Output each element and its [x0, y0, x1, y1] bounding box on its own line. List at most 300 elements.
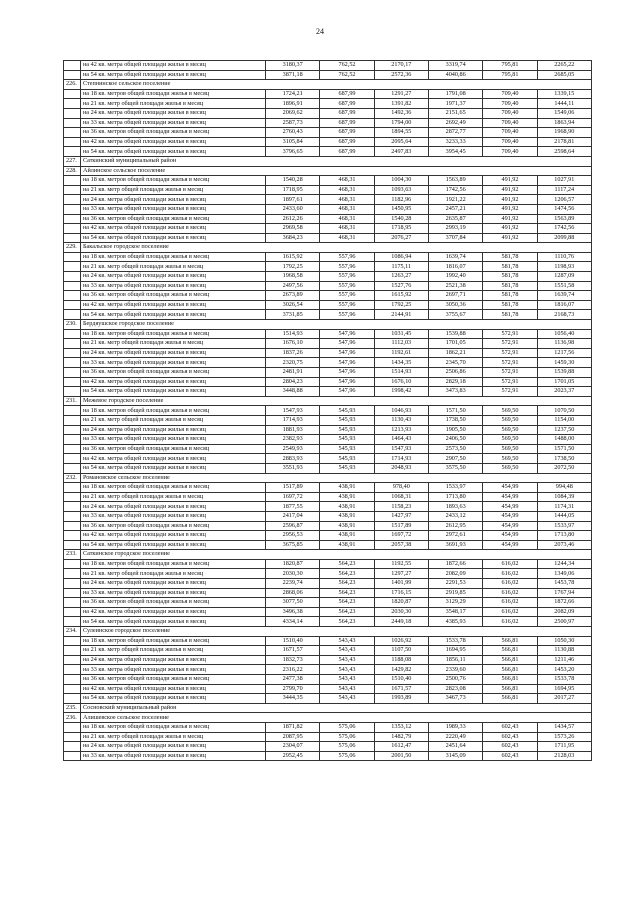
table-row — [64, 540, 592, 550]
value-cell-4: 3548,17 — [428, 607, 482, 617]
value-cell-4: 3473,83 — [428, 387, 482, 397]
value-cell-3: 1540,28 — [374, 214, 428, 224]
table-row — [64, 137, 592, 147]
value-cell-5: 454,99 — [483, 502, 537, 512]
value-cell-6: 1287,09 — [537, 272, 591, 282]
row-number-cell — [64, 147, 81, 157]
row-description: на 33 кв. метра общей площади жилья в месяц — [81, 665, 266, 675]
value-cell-3: 1434,35 — [374, 358, 428, 368]
value-cell-1: 1837,26 — [266, 348, 320, 358]
row-description: на 36 кв. метров общей площади жилья в месяц — [81, 675, 266, 685]
row-description: на 24 кв. метра общей площади жилья в месяц — [81, 742, 266, 752]
value-cell-5: 709,40 — [483, 147, 537, 157]
row-description: на 36 кв. метров общей площади жилья в месяц — [81, 214, 266, 224]
value-cell-1: 1615,92 — [266, 252, 320, 262]
row-number-cell — [64, 281, 81, 291]
row-description: на 24 кв. метра общей площади жилья в месяц — [81, 655, 266, 665]
section-title: Саткинское городское поселение — [81, 550, 592, 560]
value-cell-1: 1968,58 — [266, 272, 320, 282]
value-cell-5: 581,78 — [483, 291, 537, 301]
value-cell-6: 1339,15 — [537, 89, 591, 99]
value-cell-3: 1676,10 — [374, 377, 428, 387]
value-cell-1: 2549,93 — [266, 444, 320, 454]
value-cell-5: 566,81 — [483, 694, 537, 704]
row-number-cell — [64, 675, 81, 685]
value-cell-6: 1206,57 — [537, 195, 591, 205]
row-number-cell — [64, 435, 81, 445]
table-row — [64, 444, 592, 454]
value-cell-1: 2030,30 — [266, 569, 320, 579]
row-description: на 33 кв. метра общей площади жилья в месяц — [81, 588, 266, 598]
value-cell-6: 1154,00 — [537, 415, 591, 425]
value-cell-5: 569,50 — [483, 406, 537, 416]
value-cell-4: 1921,22 — [428, 195, 482, 205]
section-number: 227. — [64, 156, 81, 166]
value-cell-2: 557,96 — [320, 300, 374, 310]
row-number-cell — [64, 607, 81, 617]
value-cell-5: 454,99 — [483, 483, 537, 493]
value-cell-3: 1026,92 — [374, 636, 428, 646]
value-cell-1: 2497,56 — [266, 281, 320, 291]
value-cell-3: 1482,79 — [374, 732, 428, 742]
value-cell-1: 2956,53 — [266, 531, 320, 541]
row-number-cell — [64, 61, 81, 71]
value-cell-5: 616,02 — [483, 588, 537, 598]
value-cell-4: 1742,56 — [428, 185, 482, 195]
table-row — [64, 185, 592, 195]
row-number-cell — [64, 722, 81, 732]
value-cell-4: 2291,53 — [428, 579, 482, 589]
value-cell-6: 1694,95 — [537, 684, 591, 694]
value-cell-5: 569,50 — [483, 435, 537, 445]
value-cell-1: 2612,26 — [266, 214, 320, 224]
value-cell-1: 1517,89 — [266, 483, 320, 493]
row-description: на 24 кв. метра общей площади жилья в месяц — [81, 108, 266, 118]
value-cell-2: 438,91 — [320, 502, 374, 512]
table-row — [64, 732, 592, 742]
section-title: Саткинский муниципальный район — [81, 156, 592, 166]
value-cell-5: 602,43 — [483, 732, 537, 742]
value-cell-2: 687,99 — [320, 137, 374, 147]
value-cell-4: 3575,50 — [428, 463, 482, 473]
value-cell-2: 438,91 — [320, 511, 374, 521]
value-cell-4: 2500,76 — [428, 675, 482, 685]
value-cell-4: 3129,29 — [428, 598, 482, 608]
value-cell-2: 468,31 — [320, 214, 374, 224]
section-title: Алишевское сельское поселение — [81, 713, 592, 723]
value-cell-5: 616,02 — [483, 559, 537, 569]
value-cell-4: 1533,78 — [428, 636, 482, 646]
value-cell-6: 1084,39 — [537, 492, 591, 502]
value-cell-4: 1816,07 — [428, 262, 482, 272]
value-cell-5: 566,81 — [483, 655, 537, 665]
value-cell-2: 557,96 — [320, 252, 374, 262]
value-cell-1: 1540,28 — [266, 176, 320, 186]
value-cell-3: 1291,27 — [374, 89, 428, 99]
value-cell-4: 2823,08 — [428, 684, 482, 694]
value-cell-4: 1563,89 — [428, 176, 482, 186]
value-cell-2: 468,31 — [320, 224, 374, 234]
row-description: на 21 кв. метр общей площади жилья в месяц — [81, 732, 266, 742]
value-cell-4: 3755,67 — [428, 310, 482, 320]
value-cell-4: 3954,45 — [428, 147, 482, 157]
row-number-cell — [64, 684, 81, 694]
row-number-cell — [64, 742, 81, 752]
row-number-cell — [64, 636, 81, 646]
row-number-cell — [64, 70, 81, 80]
value-cell-4: 4040,86 — [428, 70, 482, 80]
row-description: на 42 кв. метра общей площади жилья в месяц — [81, 607, 266, 617]
row-number-cell — [64, 118, 81, 128]
value-cell-5: 795,81 — [483, 70, 537, 80]
row-description: на 21 кв. метр общей площади жилья в месяц — [81, 339, 266, 349]
row-description: на 18 кв. метров общей площади жилья в месяц — [81, 329, 266, 339]
value-cell-1: 1832,73 — [266, 655, 320, 665]
value-cell-5: 581,78 — [483, 281, 537, 291]
row-number-cell — [64, 559, 81, 569]
row-number-cell — [64, 521, 81, 531]
value-cell-2: 557,96 — [320, 291, 374, 301]
section-title: Межевое городское поселение — [81, 396, 592, 406]
value-cell-1: 2433,60 — [266, 204, 320, 214]
row-number-cell — [64, 617, 81, 627]
value-cell-1: 2477,38 — [266, 675, 320, 685]
value-cell-2: 547,96 — [320, 339, 374, 349]
table-row — [64, 70, 592, 80]
table-row — [64, 195, 592, 205]
value-cell-4: 1713,80 — [428, 492, 482, 502]
section-header-row — [64, 713, 592, 723]
value-cell-3: 1716,15 — [374, 588, 428, 598]
value-cell-6: 994,48 — [537, 483, 591, 493]
value-cell-3: 2076,27 — [374, 233, 428, 243]
value-cell-5: 581,78 — [483, 300, 537, 310]
value-cell-4: 2151,65 — [428, 108, 482, 118]
value-cell-3: 1427,97 — [374, 511, 428, 521]
row-number-cell — [64, 252, 81, 262]
value-cell-3: 2030,30 — [374, 607, 428, 617]
value-cell-1: 3796,65 — [266, 147, 320, 157]
row-description: на 24 кв. метра общей площади жилья в месяц — [81, 195, 266, 205]
table-row — [64, 224, 592, 234]
value-cell-6: 1872,66 — [537, 598, 591, 608]
value-cell-5: 709,40 — [483, 137, 537, 147]
row-description: на 18 кв. метров общей площади жилья в месяц — [81, 559, 266, 569]
row-number-cell — [64, 588, 81, 598]
value-cell-6: 1713,80 — [537, 531, 591, 541]
section-number: 232. — [64, 473, 81, 483]
value-cell-1: 2239,74 — [266, 579, 320, 589]
value-cell-3: 1429,82 — [374, 665, 428, 675]
section-number: 236. — [64, 713, 81, 723]
value-cell-5: 572,91 — [483, 387, 537, 397]
value-cell-5: 569,50 — [483, 454, 537, 464]
value-cell-5: 572,91 — [483, 377, 537, 387]
value-cell-3: 1792,25 — [374, 300, 428, 310]
value-cell-1: 1718,95 — [266, 185, 320, 195]
row-number-cell — [64, 368, 81, 378]
value-cell-1: 2320,75 — [266, 358, 320, 368]
value-cell-6: 1110,76 — [537, 252, 591, 262]
value-cell-4: 3467,73 — [428, 694, 482, 704]
value-cell-3: 2497,83 — [374, 147, 428, 157]
value-cell-5: 491,92 — [483, 176, 537, 186]
value-cell-1: 1714,93 — [266, 415, 320, 425]
table-row — [64, 511, 592, 521]
value-cell-5: 454,99 — [483, 521, 537, 531]
value-cell-4: 1992,40 — [428, 272, 482, 282]
value-cell-5: 616,02 — [483, 579, 537, 589]
section-header-row — [64, 627, 592, 637]
value-cell-2: 762,52 — [320, 70, 374, 80]
row-number-cell — [64, 463, 81, 473]
row-number-cell — [64, 137, 81, 147]
table-row — [64, 368, 592, 378]
row-description: на 18 кв. метров общей площади жилья в месяц — [81, 89, 266, 99]
table-row — [64, 425, 592, 435]
value-cell-1: 3077,50 — [266, 598, 320, 608]
value-cell-5: 572,91 — [483, 368, 537, 378]
value-cell-5: 616,02 — [483, 607, 537, 617]
value-cell-6: 1539,88 — [537, 368, 591, 378]
value-cell-6: 2017,27 — [537, 694, 591, 704]
value-cell-3: 1353,12 — [374, 722, 428, 732]
table-row — [64, 675, 592, 685]
row-description: на 42 кв. метра общей площади жилья в месяц — [81, 454, 266, 464]
row-number-cell — [64, 99, 81, 109]
value-cell-2: 468,31 — [320, 204, 374, 214]
value-cell-2: 564,23 — [320, 588, 374, 598]
value-cell-3: 2170,17 — [374, 61, 428, 71]
value-cell-3: 1517,89 — [374, 521, 428, 531]
row-description: на 18 кв. метров общей площади жилья в месяц — [81, 483, 266, 493]
value-cell-2: 547,96 — [320, 387, 374, 397]
row-number-cell — [64, 598, 81, 608]
section-title: Романовское сельское поселение — [81, 473, 592, 483]
value-cell-4: 3319,74 — [428, 61, 482, 71]
value-cell-4: 2919,85 — [428, 588, 482, 598]
value-cell-6: 1816,07 — [537, 300, 591, 310]
value-cell-4: 2433,12 — [428, 511, 482, 521]
value-cell-3: 1514,93 — [374, 368, 428, 378]
value-cell-3: 1158,23 — [374, 502, 428, 512]
row-description: на 21 кв. метр общей площади жилья в месяц — [81, 262, 266, 272]
value-cell-6: 1453,78 — [537, 579, 591, 589]
value-cell-2: 545,93 — [320, 435, 374, 445]
row-number-cell — [64, 329, 81, 339]
row-number-cell — [64, 579, 81, 589]
value-cell-5: 602,43 — [483, 742, 537, 752]
value-cell-4: 1856,11 — [428, 655, 482, 665]
value-cell-3: 1112,03 — [374, 339, 428, 349]
value-cell-6: 1174,31 — [537, 502, 591, 512]
table-row — [64, 665, 592, 675]
value-cell-2: 564,23 — [320, 617, 374, 627]
value-cell-4: 1701,05 — [428, 339, 482, 349]
value-cell-6: 2500,97 — [537, 617, 591, 627]
value-cell-2: 438,91 — [320, 531, 374, 541]
value-cell-2: 547,96 — [320, 377, 374, 387]
row-number-cell — [64, 272, 81, 282]
value-cell-6: 1453,20 — [537, 665, 591, 675]
row-description: на 42 кв. метра общей площади жилья в месяц — [81, 61, 266, 71]
row-description: на 18 кв. метров общей площади жилья в месяц — [81, 722, 266, 732]
value-cell-5: 566,81 — [483, 646, 537, 656]
value-cell-3: 2095,64 — [374, 137, 428, 147]
value-cell-3: 2572,36 — [374, 70, 428, 80]
value-cell-2: 687,99 — [320, 128, 374, 138]
value-cell-2: 543,43 — [320, 646, 374, 656]
value-cell-4: 1989,33 — [428, 722, 482, 732]
table-row — [64, 89, 592, 99]
value-cell-2: 557,96 — [320, 272, 374, 282]
row-number-cell — [64, 387, 81, 397]
value-cell-4: 2993,19 — [428, 224, 482, 234]
row-description: на 54 кв. метра общей площади жилья в месяц — [81, 387, 266, 397]
value-cell-1: 2969,58 — [266, 224, 320, 234]
value-cell-6: 2099,88 — [537, 233, 591, 243]
row-number-cell — [64, 339, 81, 349]
section-header-row — [64, 703, 592, 713]
table-row — [64, 588, 592, 598]
value-cell-6: 2072,50 — [537, 463, 591, 473]
value-cell-5: 709,40 — [483, 89, 537, 99]
row-description: на 24 кв. метра общей площади жилья в месяц — [81, 348, 266, 358]
value-cell-4: 1539,88 — [428, 329, 482, 339]
table-row — [64, 598, 592, 608]
value-cell-6: 1711,95 — [537, 742, 591, 752]
value-cell-2: 438,91 — [320, 540, 374, 550]
value-cell-2: 543,43 — [320, 694, 374, 704]
row-description: на 36 кв. метров общей площади жилья в месяц — [81, 521, 266, 531]
value-cell-1: 1877,55 — [266, 502, 320, 512]
value-cell-4: 1571,50 — [428, 406, 482, 416]
row-number-cell — [64, 454, 81, 464]
value-cell-5: 454,99 — [483, 531, 537, 541]
value-cell-4: 2907,50 — [428, 454, 482, 464]
value-cell-1: 1547,93 — [266, 406, 320, 416]
table-row — [64, 262, 592, 272]
section-header-row — [64, 166, 592, 176]
row-number-cell — [64, 377, 81, 387]
table-row — [64, 636, 592, 646]
section-number: 235. — [64, 703, 81, 713]
row-description: на 42 кв. метра общей площади жилья в месяц — [81, 224, 266, 234]
value-cell-6: 1237,50 — [537, 425, 591, 435]
value-cell-5: 616,02 — [483, 598, 537, 608]
value-cell-1: 3026,54 — [266, 300, 320, 310]
value-cell-3: 1004,30 — [374, 176, 428, 186]
table-row — [64, 569, 592, 579]
row-description: на 18 кв. метров общей площади жилья в месяц — [81, 406, 266, 416]
value-cell-6: 1198,93 — [537, 262, 591, 272]
row-number-cell — [64, 204, 81, 214]
value-cell-3: 2001,50 — [374, 751, 428, 761]
value-cell-4: 1971,37 — [428, 99, 482, 109]
value-cell-3: 1615,92 — [374, 291, 428, 301]
value-cell-4: 1791,08 — [428, 89, 482, 99]
row-number-cell — [64, 108, 81, 118]
value-cell-2: 557,96 — [320, 262, 374, 272]
value-cell-6: 1563,89 — [537, 214, 591, 224]
value-cell-6: 1117,24 — [537, 185, 591, 195]
table-row — [64, 655, 592, 665]
value-cell-3: 2449,18 — [374, 617, 428, 627]
page-number: 24 — [316, 27, 324, 36]
row-description: на 33 кв. метра общей площади жилья в месяц — [81, 118, 266, 128]
value-cell-3: 2144,91 — [374, 310, 428, 320]
value-cell-6: 2082,09 — [537, 607, 591, 617]
value-cell-3: 978,40 — [374, 483, 428, 493]
section-header-row — [64, 473, 592, 483]
value-cell-3: 1086,94 — [374, 252, 428, 262]
value-cell-6: 1244,34 — [537, 559, 591, 569]
value-cell-6: 2685,05 — [537, 70, 591, 80]
value-cell-4: 2506,86 — [428, 368, 482, 378]
value-cell-4: 2406,50 — [428, 435, 482, 445]
value-cell-5: 569,50 — [483, 463, 537, 473]
value-cell-3: 1093,63 — [374, 185, 428, 195]
row-description: на 54 кв. метра общей площади жилья в месяц — [81, 617, 266, 627]
value-cell-4: 2220,49 — [428, 732, 482, 742]
table-row — [64, 415, 592, 425]
value-cell-5: 569,50 — [483, 425, 537, 435]
row-description: на 42 кв. метра общей площади жилья в месяц — [81, 684, 266, 694]
value-cell-1: 2760,43 — [266, 128, 320, 138]
row-number-cell — [64, 531, 81, 541]
table-row — [64, 502, 592, 512]
value-cell-4: 1694,95 — [428, 646, 482, 656]
row-number-cell — [64, 732, 81, 742]
table-row — [64, 348, 592, 358]
value-cell-2: 687,99 — [320, 89, 374, 99]
row-description: на 18 кв. метров общей площади жилья в месяц — [81, 176, 266, 186]
row-description: на 21 кв. метр общей площади жилья в месяц — [81, 415, 266, 425]
value-cell-6: 2128,03 — [537, 751, 591, 761]
row-description: на 33 кв. метра общей площади жилья в месяц — [81, 511, 266, 521]
value-cell-5: 709,40 — [483, 99, 537, 109]
table-row — [64, 406, 592, 416]
row-number-cell — [64, 483, 81, 493]
value-cell-1: 3684,23 — [266, 233, 320, 243]
value-cell-6: 1533,78 — [537, 675, 591, 685]
value-cell-5: 491,92 — [483, 204, 537, 214]
value-cell-1: 3731,85 — [266, 310, 320, 320]
value-cell-2: 547,96 — [320, 348, 374, 358]
value-cell-5: 709,40 — [483, 108, 537, 118]
value-cell-6: 1701,05 — [537, 377, 591, 387]
value-cell-3: 1794,00 — [374, 118, 428, 128]
value-cell-2: 547,96 — [320, 368, 374, 378]
value-cell-6: 2168,73 — [537, 310, 591, 320]
row-description: на 36 кв. метров общей площади жилья в месяц — [81, 368, 266, 378]
value-cell-5: 572,91 — [483, 348, 537, 358]
section-title: Сулеинское городское поселение — [81, 627, 592, 637]
value-cell-5: 581,78 — [483, 262, 537, 272]
value-cell-4: 2521,38 — [428, 281, 482, 291]
value-cell-3: 1175,11 — [374, 262, 428, 272]
value-cell-1: 3105,84 — [266, 137, 320, 147]
value-cell-2: 543,43 — [320, 684, 374, 694]
row-description: на 54 кв. метра общей площади жилья в месяц — [81, 540, 266, 550]
value-cell-5: 709,40 — [483, 128, 537, 138]
row-description: на 36 кв. метров общей площади жилья в месяц — [81, 128, 266, 138]
value-cell-1: 3551,93 — [266, 463, 320, 473]
value-cell-6: 1551,58 — [537, 281, 591, 291]
value-cell-5: 581,78 — [483, 310, 537, 320]
value-cell-6: 2023,37 — [537, 387, 591, 397]
row-description: на 33 кв. метра общей площади жилья в месяц — [81, 281, 266, 291]
